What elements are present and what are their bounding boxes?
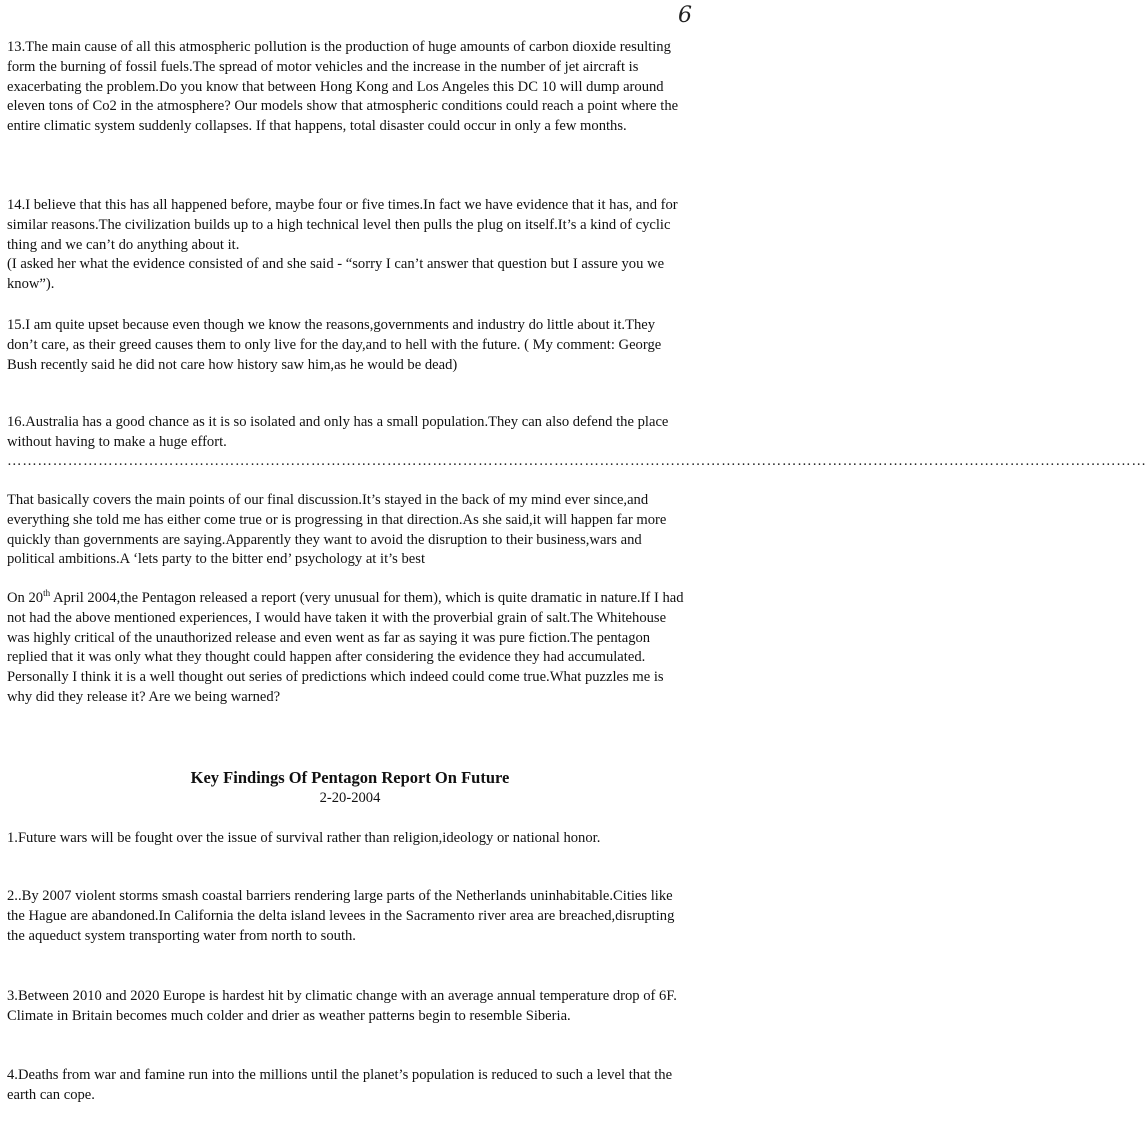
pentagon-paragraph-text [7, 589, 687, 708]
finding-4-text: 4.Deaths from war and famine run into the millions until the planet’s population is reduced to such a level that the earth can cope. [7, 1067, 673, 1103]
item-14-comment: (I asked her what the evidence consisted of and she said - “sorry I can’t answer that question but I assure you we know”). [7, 256, 665, 293]
page-number: 6 [678, 3, 692, 28]
pentagon-date-prefix: On 20 [7, 590, 44, 606]
pentagon-paragraph-body: April 2004,the Pentagon released a report (very unusual for them), which is quite dramatic in nature.If I had not had the above mentioned experiences, I would have taken it with the proverbial grain of salt.The Whitehouse was highly critical of the unauthorized release and even went as far as saying it was pure fiction.The pentagon replied that it was only what they thought could happen after considering the evidence they had accumulated. Personally I think it is a well thought out series of predictions which indeed could come true.What puzzles me is why did they release it? Are we being warned? [7, 590, 684, 705]
finding-2 [7, 887, 687, 946]
item-13 [7, 38, 687, 137]
item-14-text: 14.I believe that this has all happened before, maybe four or five times.In fact we have evidence that it has, and for similar reasons.The civilization builds up to a high technical level then pulls the plug on itself.It’s a kind of cyclic thing and we can’t do anything about it. [7, 197, 678, 253]
item-13-text: 13.The main cause of all this atmospheric pollution is the production of huge amounts of carbon dioxide resulting form the burning of fossil fuels.The spread of motor vehicles and the increase in the number of jet aircraft is exacerbating the problem.Do you know that between Hong Kong and Los Angeles this DC 10 will dump around eleven tons of Co2 in the atmosphere? Our models show that atmospheric conditions could reach a point where the entire climatic system suddenly collapses. If that happens, total disaster could occur in only a few months. [7, 39, 679, 135]
pentagon-date-superscript: th [43, 588, 51, 599]
item-15 [7, 316, 687, 375]
item-15-text: 15.I am quite upset because even though we know the reasons,governments and industry do little about it.They don’t care, as their greed causes them to only live for the day,and to hell with the future. ( My comment: George Bush recently said he did not care how history saw him,as he would be dead) [7, 317, 662, 373]
summary-paragraph [7, 491, 687, 570]
dotted-separator: ……………………………………………………………………………………………………………………………………………………………………………………………………… [7, 453, 1147, 469]
summary-paragraph-text: That basically covers the main points of our final discussion.It’s stayed in the back of my mind ever since,and everything she told me has either come true or is progressing in that direction.As she said,it will happen far more quickly than governments are saying.Apparently they want to avoid the disruption to their business,wars and political ambitions.A ‘lets party to the bitter end’ psychology at it’s best [7, 492, 667, 568]
pentagon-paragraph [7, 589, 687, 708]
report-title: Key Findings Of Pentagon Report On Future [190, 768, 510, 787]
finding-2-text: 2..By 2007 violent storms smash coastal barriers rendering large parts of the Netherlands uninhabitable.Cities like the Hague are abandoned.In California the delta island levees in the Sacramento river area are breached,disrupting the aqueduct system transporting water from north to south. [7, 888, 675, 944]
item-14 [7, 196, 687, 295]
report-heading [0, 767, 700, 807]
finding-1-text: 1.Future wars will be fought over the issue of survival rather than religion,ideology or national honor. [7, 830, 601, 846]
finding-3 [7, 987, 687, 1027]
item-16-text: 16.Australia has a good chance as it is so isolated and only has a small population.They can also defend the place without having to make a huge effort. [7, 414, 669, 450]
report-date: 2-20-2004 [319, 790, 381, 806]
finding-1 [7, 829, 687, 849]
item-16 [7, 413, 687, 453]
finding-3-text: 3.Between 2010 and 2020 Europe is hardest hit by climatic change with an average annual temperature drop of 6F. Climate in Britain becomes much colder and drier as weather patterns begin to resemble Siberia. [7, 988, 677, 1024]
finding-4 [7, 1066, 687, 1106]
